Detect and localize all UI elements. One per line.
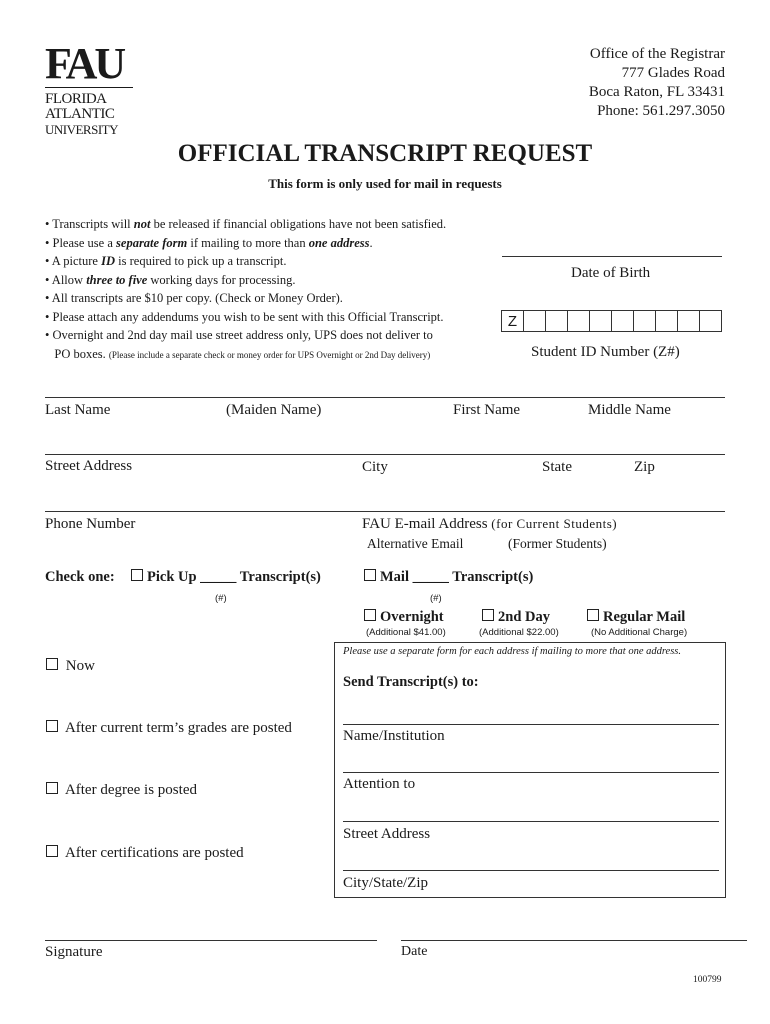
mail-option[interactable]: Mail _____ Transcript(s) (364, 569, 533, 586)
instruction-item: • Allow three to five working days for processing. (45, 272, 296, 287)
student-id-label: Student ID Number (Z#) (531, 344, 680, 360)
send-street-field[interactable] (343, 821, 719, 822)
date-field[interactable] (401, 940, 747, 941)
city-state-zip-field[interactable] (343, 870, 719, 871)
pickup-count-hint: (#) (215, 593, 227, 604)
instruction-item: PO boxes. (Please include a separate check or money order for UPS Overnight or 2nd Day delivery) (45, 346, 431, 361)
student-id-grid (502, 310, 722, 332)
office-name: Office of the Registrar (589, 46, 725, 62)
student-id-digit[interactable] (699, 310, 722, 332)
office-address (589, 45, 725, 121)
timing-grades-option[interactable]: After current term’s grades are posted (46, 720, 292, 737)
attention-field[interactable] (343, 772, 719, 773)
second-day-option[interactable]: 2nd Day (482, 609, 550, 626)
instruction-item: • Please use a separate form if mailing to more than one address. (45, 235, 373, 250)
first-name-label: First Name (453, 402, 521, 418)
phone-number-label: Phone Number (45, 516, 136, 532)
student-id-digit[interactable] (523, 310, 546, 332)
send-box-heading: Send Transcript(s) to: (343, 674, 479, 690)
street-address-label: Street Address (45, 458, 133, 474)
attention-label: Attention to (343, 776, 416, 792)
timing-degree-option[interactable]: After degree is posted (46, 782, 197, 799)
form-code: 100799 (693, 975, 722, 985)
middle-name-label: Middle Name (588, 402, 671, 418)
regular-mail-note: (No Additional Charge) (591, 627, 688, 638)
logo-line-university: UNIVERSITY (45, 122, 118, 137)
signature-label: Signature (45, 944, 103, 960)
second-day-checkbox[interactable] (482, 609, 494, 621)
student-id-digit[interactable] (567, 310, 590, 332)
instruction-item: • Overnight and 2nd day mail use street address only, UPS does not deliver to (45, 328, 433, 342)
logo-line-atlantic: ATLANTIC (45, 106, 115, 122)
overnight-option[interactable]: Overnight (364, 609, 444, 626)
name-institution-label: Name/Institution (343, 728, 445, 744)
name-field-line[interactable] (45, 397, 725, 398)
last-name-label: Last Name (45, 402, 111, 418)
form-subtitle: This form is only used for mail in requests (268, 176, 502, 191)
logo-line-florida: FLORIDA (45, 91, 107, 107)
instructions-list (45, 215, 446, 364)
student-id-digit[interactable] (611, 310, 634, 332)
overnight-checkbox[interactable] (364, 609, 376, 621)
send-street-label: Street Address (343, 826, 431, 842)
city-state-zip-label: City/State/Zip (343, 875, 428, 891)
check-one-label: Check one: (45, 569, 115, 585)
mail-count-hint: (#) (430, 593, 442, 604)
office-city: Boca Raton, FL 33431 (588, 84, 725, 100)
timing-now-option[interactable]: Now (46, 658, 95, 675)
instruction-item: • Please attach any addendums you wish to be sent with this Official Transcript. (45, 309, 444, 324)
dob-label: Date of Birth (571, 265, 651, 281)
form-title: OFFICIAL TRANSCRIPT REQUEST (177, 140, 593, 167)
signature-field[interactable] (45, 940, 377, 941)
instruction-item: • All transcripts are $10 per copy. (Check or Money Order). (45, 291, 343, 305)
timing-degree-checkbox[interactable] (46, 782, 58, 794)
instruction-item: • Transcripts will not be released if financial obligations have not been satisfied. (45, 217, 447, 231)
student-id-digit[interactable] (655, 310, 678, 332)
fau-logo-wordmark: FAU (45, 39, 124, 88)
student-id-digit[interactable] (589, 310, 612, 332)
overnight-note: (Additional $41.00) (366, 627, 446, 638)
logo-divider (45, 87, 133, 88)
alt-email-note: (Former Students) (508, 536, 607, 551)
state-label: State (542, 459, 572, 475)
alt-email-label: Alternative Email (367, 536, 464, 551)
student-id-digit[interactable] (633, 310, 656, 332)
date-label: Date (401, 944, 428, 959)
address-field-line[interactable] (45, 454, 725, 455)
regular-mail-option[interactable]: Regular Mail (587, 609, 685, 626)
second-day-note: (Additional $22.00) (479, 627, 559, 638)
zip-label: Zip (634, 459, 655, 475)
dob-field[interactable] (502, 256, 722, 257)
office-phone: Phone: 561.297.3050 (597, 103, 725, 119)
contact-field-line[interactable] (45, 511, 725, 512)
pickup-option[interactable]: Pick Up _____ Transcript(s) (131, 569, 321, 586)
instruction-item: • A picture ID is required to pick up a transcript. (45, 254, 287, 268)
timing-now-checkbox[interactable] (46, 658, 58, 670)
student-id-digit[interactable] (545, 310, 568, 332)
student-id-prefix: Z (501, 310, 524, 332)
pickup-checkbox[interactable] (131, 569, 143, 581)
city-label: City (362, 459, 388, 475)
maiden-name-label: (Maiden Name) (226, 402, 322, 418)
office-street: 777 Glades Road (621, 65, 725, 81)
send-box-note: Please use a separate form for each address if mailing to more that one address. (343, 646, 682, 657)
timing-certifications-option[interactable]: After certifications are posted (46, 845, 244, 862)
student-id-digit[interactable] (677, 310, 700, 332)
timing-certifications-checkbox[interactable] (46, 845, 58, 857)
fau-email-label: FAU E-mail Address (for Current Students) (362, 516, 618, 532)
mail-checkbox[interactable] (364, 569, 376, 581)
name-institution-field[interactable] (343, 724, 719, 725)
timing-grades-checkbox[interactable] (46, 720, 58, 732)
regular-mail-checkbox[interactable] (587, 609, 599, 621)
